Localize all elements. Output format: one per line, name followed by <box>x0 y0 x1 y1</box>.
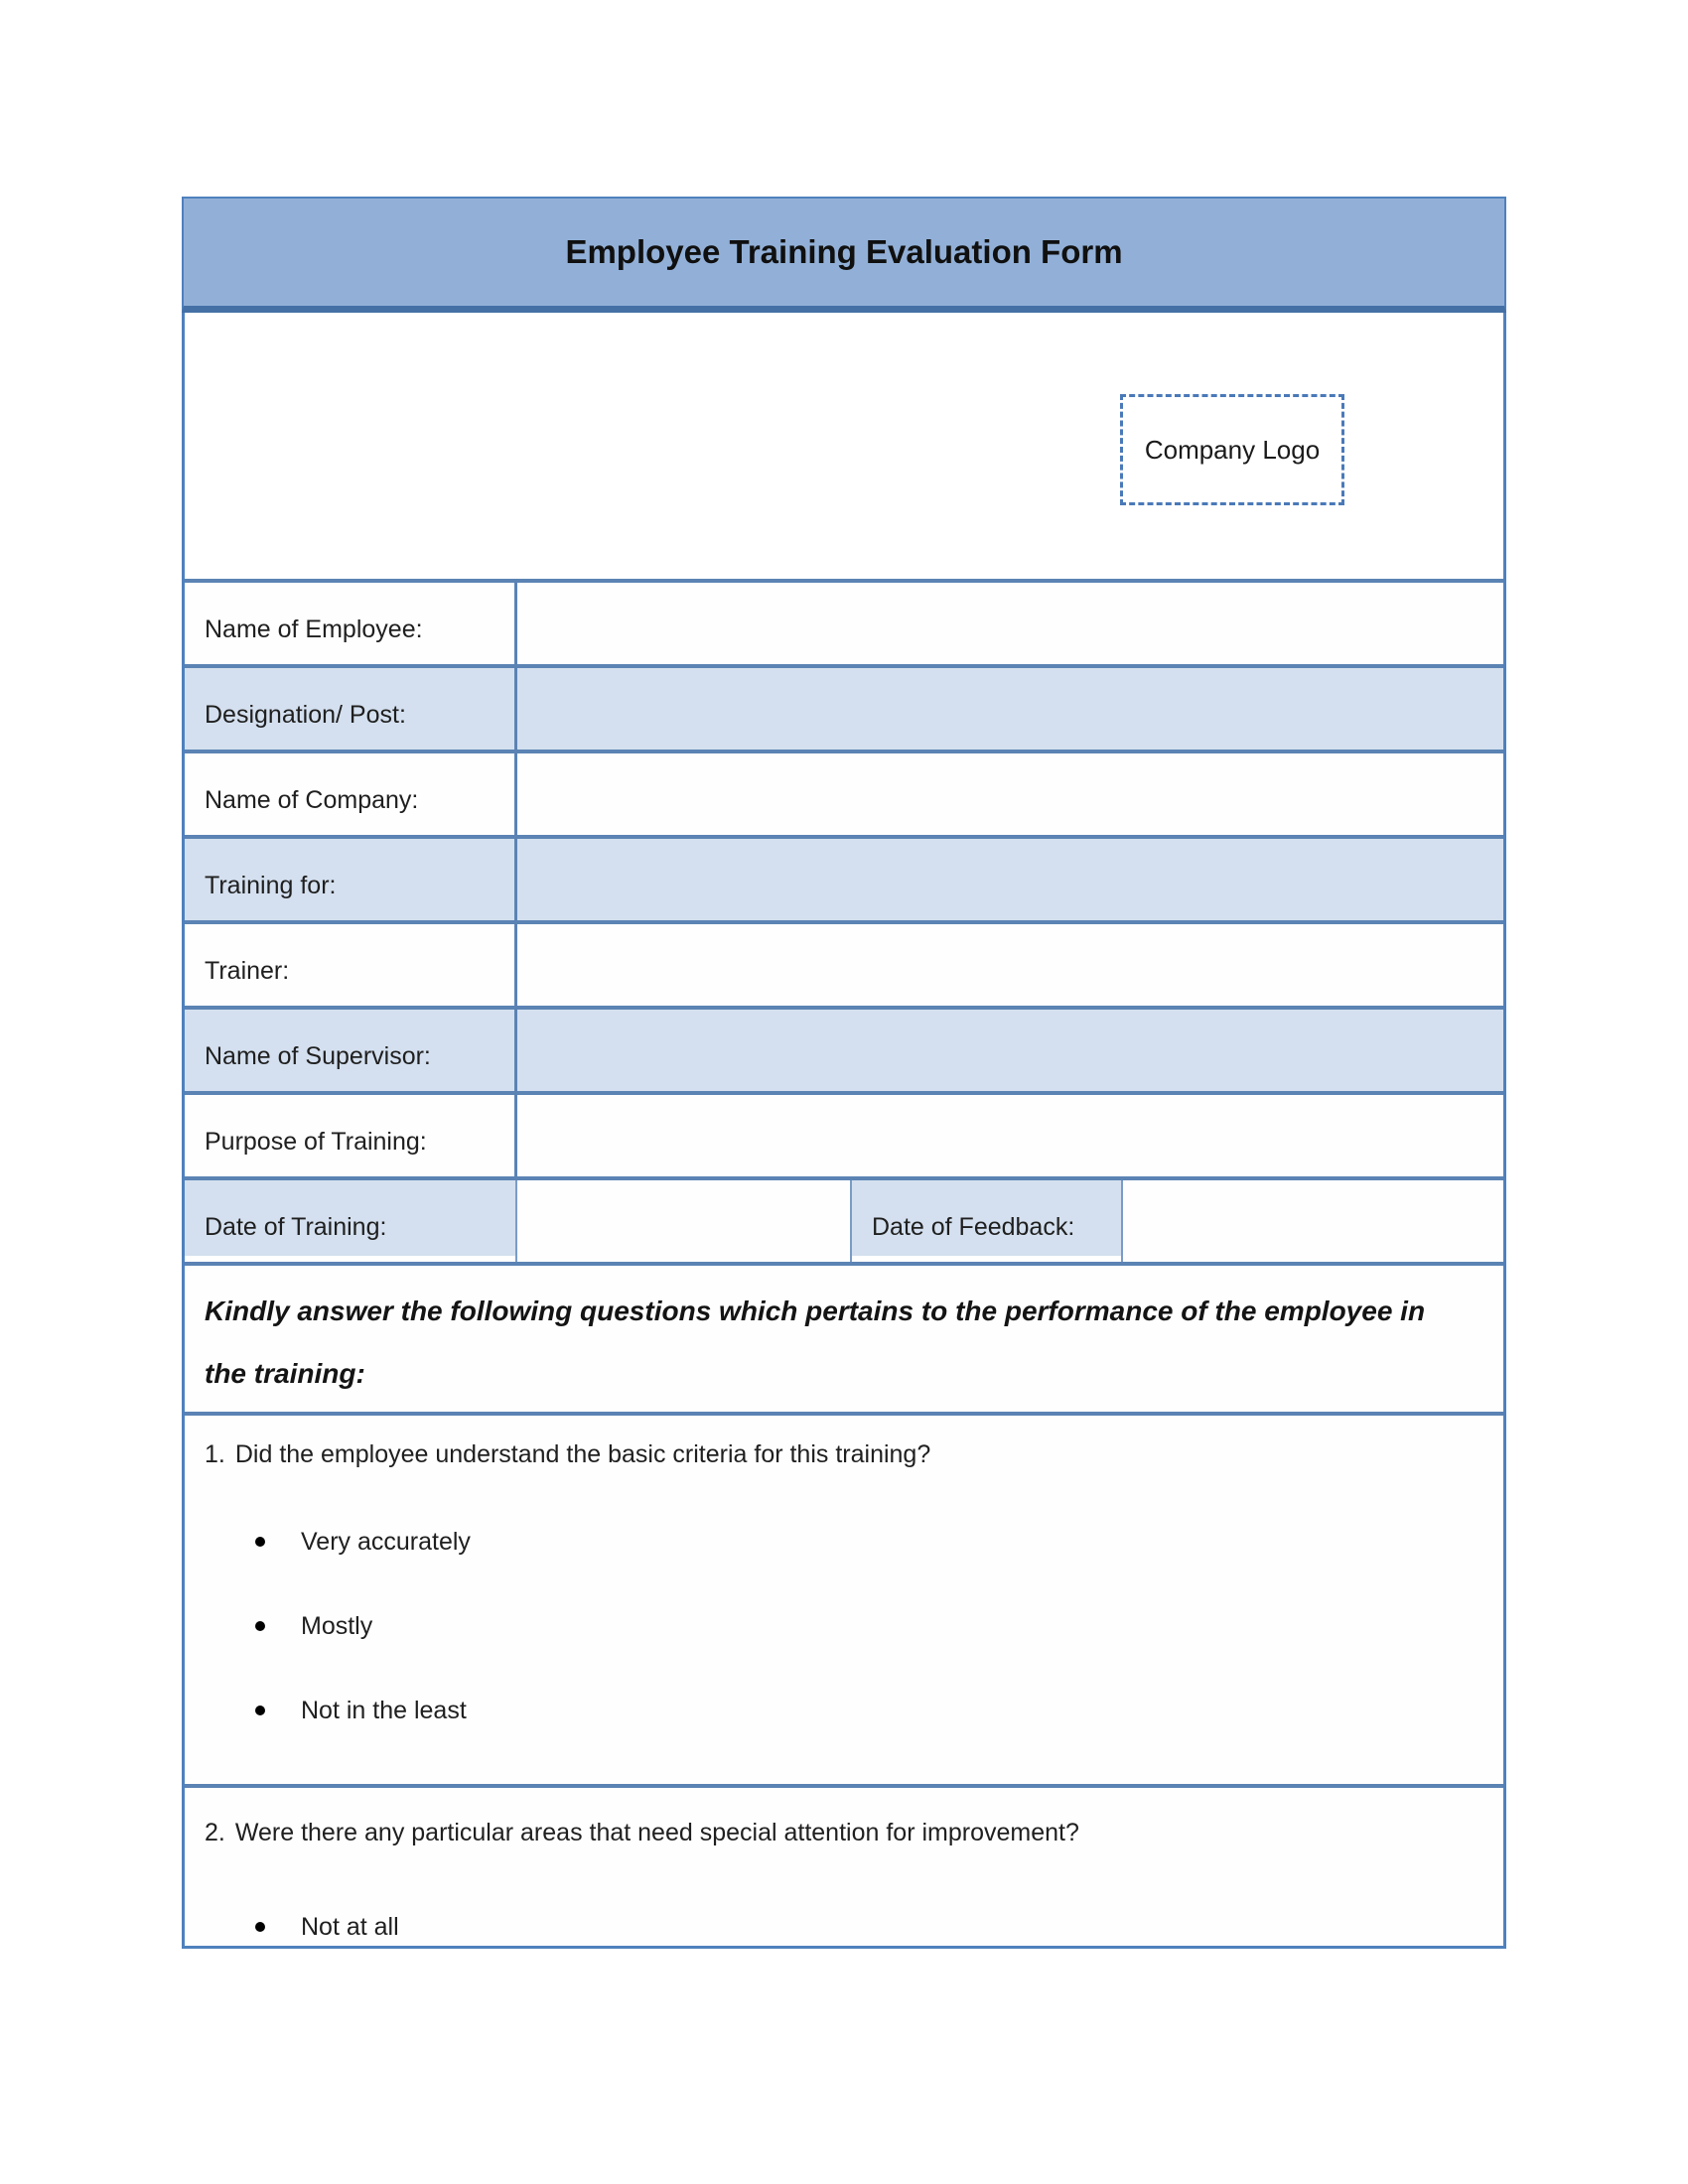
question-2-label: Were there any particular areas that need special attention for improvement? <box>234 1819 1079 1846</box>
field-row-name-of-supervisor <box>185 1006 1503 1091</box>
question-1-option-not-in-the-least[interactable] <box>185 1696 1503 1725</box>
trainer-input[interactable] <box>517 924 1503 1006</box>
date-of-feedback-label-cell <box>852 1180 1123 1262</box>
instruction-text: Kindly answer the following questions which pertains to the performance of the employee in the training: <box>205 1296 1426 1389</box>
field-label-cell <box>185 583 517 664</box>
question-1-text <box>185 1416 1503 1469</box>
field-label-cell <box>185 753 517 835</box>
field-row-name-of-employee <box>185 579 1503 664</box>
evaluation-form <box>182 197 1506 1949</box>
field-label: Purpose of Training: <box>205 1128 427 1156</box>
question-1 <box>185 1412 1503 1784</box>
question-1-label: Did the employee understand the basic criteria for this training? <box>234 1440 931 1468</box>
question-2-text <box>185 1788 1503 1847</box>
name-of-supervisor-input[interactable] <box>517 1010 1503 1091</box>
company-logo-label: Company Logo <box>1144 434 1321 465</box>
date-row <box>185 1176 1503 1262</box>
question-2-option-not-at-all[interactable] <box>185 1912 1503 1942</box>
form-body <box>182 313 1506 1949</box>
question-1-number: 1. <box>205 1440 225 1468</box>
field-label: Trainer: <box>205 957 290 985</box>
name-of-company-input[interactable] <box>517 753 1503 835</box>
bullet-icon <box>255 1621 265 1631</box>
field-label: Name of Employee: <box>205 615 423 643</box>
designation-post-input[interactable] <box>517 668 1503 750</box>
date-of-training-label-cell <box>185 1180 517 1262</box>
field-label: Designation/ Post: <box>205 701 406 729</box>
field-row-purpose-of-training <box>185 1091 1503 1176</box>
date-of-feedback-label: Date of Feedback: <box>872 1213 1075 1241</box>
option-label: Very accurately <box>301 1528 471 1556</box>
option-label: Mostly <box>301 1612 373 1640</box>
purpose-of-training-input[interactable] <box>517 1095 1503 1176</box>
date-of-feedback-input[interactable] <box>1123 1180 1503 1262</box>
field-label-cell <box>185 668 517 750</box>
option-label: Not at all <box>301 1913 399 1941</box>
form-header <box>182 197 1506 313</box>
field-row-training-for <box>185 835 1503 920</box>
field-label-cell <box>185 839 517 920</box>
field-label: Training for: <box>205 872 337 899</box>
option-label: Not in the least <box>301 1697 467 1724</box>
logo-section <box>185 313 1503 579</box>
bullet-icon <box>255 1537 265 1547</box>
date-of-training-input[interactable] <box>517 1180 852 1262</box>
field-label-cell <box>185 1010 517 1091</box>
field-label-cell <box>185 1095 517 1176</box>
question-1-option-very-accurately[interactable] <box>185 1527 1503 1557</box>
instruction-section <box>185 1262 1503 1412</box>
date-of-training-label: Date of Training: <box>205 1213 387 1241</box>
field-label: Name of Supervisor: <box>205 1042 431 1070</box>
field-label-cell <box>185 924 517 1006</box>
field-row-trainer <box>185 920 1503 1006</box>
field-label: Name of Company: <box>205 786 419 814</box>
question-2-number: 2. <box>205 1819 225 1846</box>
training-for-input[interactable] <box>517 839 1503 920</box>
bullet-icon <box>255 1706 265 1715</box>
question-2 <box>185 1784 1503 1946</box>
field-row-designation-post <box>185 664 1503 750</box>
field-row-name-of-company <box>185 750 1503 835</box>
bullet-icon <box>255 1922 265 1932</box>
name-of-employee-input[interactable] <box>517 583 1503 664</box>
company-logo-placeholder[interactable] <box>1120 394 1344 505</box>
form-title: Employee Training Evaluation Form <box>565 233 1123 270</box>
question-1-option-mostly[interactable] <box>185 1611 1503 1641</box>
